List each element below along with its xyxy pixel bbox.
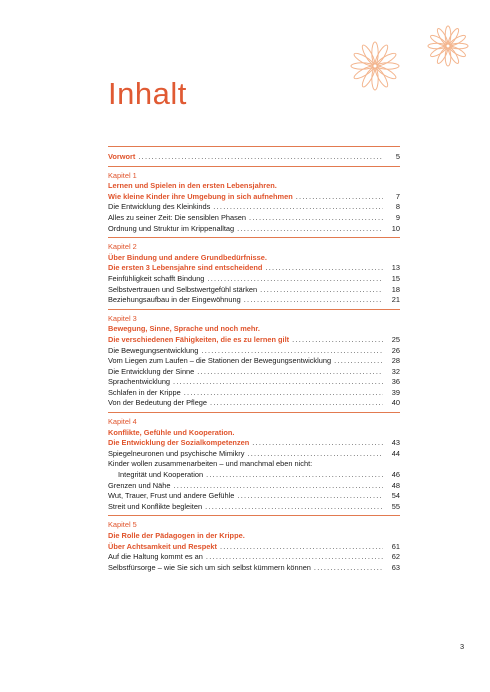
toc-entry-label: Feinfühligkeit schafft Bindung: [108, 273, 205, 283]
toc-entry-page: 39: [391, 387, 400, 397]
toc-entry-label: Die verschiedenen Fähigkeiten, die es zu lernen gilt: [108, 334, 290, 344]
dot-leader: [207, 274, 383, 285]
toc-entry-label: Die Entwicklung der Sinne: [108, 366, 195, 376]
dot-leader: [237, 491, 383, 502]
toc-entry-page: 44: [391, 448, 400, 458]
toc-entry-label: Schlafen in der Krippe: [108, 387, 181, 397]
toc-entry-label: Integrität und Kooperation: [118, 470, 204, 480]
dot-leader: [173, 377, 383, 388]
toc-entry-label: Die ersten 3 Lebensjahre sind entscheidend: [108, 263, 263, 273]
toc-entry-page: 18: [391, 284, 400, 294]
toc-entry[interactable]: [108, 470, 400, 481]
toc-entry-label: Ordnung und Struktur im Krippenalltag: [108, 223, 235, 233]
toc-entry-label: Wie kleine Kinder ihre Umgebung in sich aufnehmen: [108, 191, 293, 201]
toc-entry-label: Von der Bedeutung der Pflege: [108, 398, 208, 408]
toc-entry-label: Spiegelneuronen und psychische Mimikry: [108, 448, 245, 458]
toc-entry[interactable]: [108, 398, 400, 409]
toc-entry[interactable]: [108, 213, 400, 224]
page-number: 3: [460, 642, 465, 651]
chapter-heading: Die Rolle der Pädagogen in der Krippe.: [108, 531, 245, 540]
toc-entry[interactable]: [108, 388, 400, 399]
flower-small-icon: [428, 26, 468, 66]
toc-entry-page: 13: [391, 263, 400, 273]
toc-entry-page: 9: [395, 212, 400, 222]
toc-entry-vorwort[interactable]: [108, 152, 400, 163]
toc-entry-label: Die Entwicklung der Sozialkompetenzen: [108, 438, 250, 448]
toc-entry-label: Sprachentwicklung: [108, 377, 171, 387]
toc-entry[interactable]: [108, 224, 400, 235]
chapter-heading: Über Bindung und andere Grundbedürfnisse.: [108, 252, 267, 262]
chapter-heading: Bewegung, Sinne, Sprache und noch mehr.: [108, 324, 260, 334]
dot-leader: [206, 470, 383, 481]
dot-leader: [197, 367, 383, 378]
divider: [108, 146, 400, 147]
dot-leader: [237, 224, 383, 235]
toc-entry-page: 48: [391, 480, 400, 490]
toc-entry-page: 25: [391, 334, 400, 344]
divider: [108, 412, 400, 413]
toc-entry-page: 63: [391, 562, 400, 572]
toc-entry[interactable]: [108, 563, 400, 574]
flower-decoration: [320, 18, 490, 118]
toc-entry-page: 8: [395, 202, 400, 212]
toc-entry-chapter[interactable]: [108, 542, 400, 553]
chapter-label: Kapitel 1: [108, 170, 137, 180]
toc-entry[interactable]: [108, 377, 400, 388]
toc-entry[interactable]: [108, 295, 400, 306]
dot-leader: [292, 335, 383, 346]
toc-entry-chapter[interactable]: [108, 438, 400, 449]
chapter-heading: Lernen und Spielen in den ersten Lebensjahren.: [108, 181, 277, 191]
dot-leader: [220, 542, 383, 553]
toc-entry[interactable]: [108, 502, 400, 513]
toc-entry[interactable]: [108, 481, 400, 492]
toc-entry[interactable]: [108, 356, 400, 367]
toc-entry-label: Selbstfürsorge – wie Sie sich um sich selbst kümmern können: [108, 562, 311, 572]
dot-leader: [249, 213, 383, 224]
chapter-label: Kapitel 4: [108, 417, 137, 427]
divider: [108, 166, 400, 167]
dot-leader: [334, 356, 383, 367]
dot-leader: [138, 152, 383, 163]
toc-entry-chapter[interactable]: [108, 335, 400, 346]
toc-entry[interactable]: [108, 202, 400, 213]
toc-entry-label: Über Achtsamkeit und Respekt: [108, 541, 217, 551]
dot-leader: [296, 192, 383, 203]
toc-entry-page: 55: [391, 501, 400, 511]
dot-leader: [213, 202, 383, 213]
toc-entry[interactable]: [108, 346, 400, 357]
dot-leader: [260, 285, 383, 296]
chapter-label: Kapitel 2: [108, 242, 137, 252]
toc-entry-page: 62: [391, 552, 400, 562]
chapter-heading: Konflikte, Gefühle und Kooperation.: [108, 427, 235, 437]
toc-entry-label: Die Bewegungsentwicklung: [108, 345, 199, 355]
toc-entry-label: Streit und Konflikte begleiten: [108, 501, 203, 511]
dot-leader: [252, 438, 383, 449]
toc-entry-page: 7: [395, 191, 400, 201]
toc-entry-label: Auf die Haltung kommt es an: [108, 552, 203, 562]
toc-entry-page: 36: [391, 377, 400, 387]
toc-entry-label: Grenzen und Nähe: [108, 480, 171, 490]
toc-entry-page: 46: [391, 470, 400, 480]
toc-entry-page: 28: [391, 356, 400, 366]
dot-leader: [244, 295, 383, 306]
toc-entry-label: Alles zu seiner Zeit: Die sensiblen Phasen: [108, 212, 247, 222]
chapter-label: Kapitel 3: [108, 313, 137, 323]
toc-entry[interactable]: [108, 274, 400, 285]
toc-entry-label: Vorwort: [108, 152, 136, 161]
toc-entry-page: 32: [391, 366, 400, 376]
toc-entry-page: 10: [391, 223, 400, 233]
toc-entry[interactable]: [108, 449, 400, 460]
toc-entry[interactable]: [108, 367, 400, 378]
toc-entry-label: Selbstvertrauen und Selbstwertgefühl stärken: [108, 284, 258, 294]
toc-entry[interactable]: [108, 285, 400, 296]
divider: [108, 237, 400, 238]
toc-entry-label: Vom Liegen zum Laufen – die Stationen der Bewegungsentwicklung: [108, 356, 332, 366]
dot-leader: [205, 502, 383, 513]
dot-leader: [265, 263, 383, 274]
flower-large-icon: [351, 42, 399, 90]
dot-leader: [201, 346, 383, 357]
toc-entry-page: 26: [391, 345, 400, 355]
dot-leader: [206, 552, 383, 563]
toc-entry-page: 61: [391, 541, 400, 551]
toc-entry-page: 40: [391, 398, 400, 408]
dot-leader: [173, 481, 383, 492]
toc-entry-page: 5: [395, 152, 400, 161]
dot-leader: [210, 398, 383, 409]
toc-entry-page: 21: [391, 295, 400, 305]
toc-entry-page: 54: [391, 491, 400, 501]
toc-entry-label: Wut, Trauer, Frust und andere Gefühle: [108, 491, 235, 501]
dot-leader: [184, 388, 383, 399]
divider: [108, 309, 400, 310]
toc-entry-page: 43: [391, 438, 400, 448]
divider: [108, 515, 400, 516]
toc-entry[interactable]: [108, 491, 400, 502]
dot-leader: [314, 563, 383, 574]
toc-entry-label: Beziehungsaufbau in der Eingewöhnung: [108, 295, 241, 305]
toc-entry-label[interactable]: Kinder wollen zusammenarbeiten – und manchmal eben nicht:: [108, 459, 313, 469]
toc-entry[interactable]: [108, 552, 400, 563]
page-title: Inhalt: [108, 76, 187, 111]
toc-entry-chapter[interactable]: [108, 192, 400, 203]
toc-entry-label: Die Entwicklung des Kleinkinds: [108, 202, 211, 212]
toc-entry-chapter[interactable]: [108, 263, 400, 274]
toc-entry-page: 15: [391, 273, 400, 283]
chapter-label: Kapitel 5: [108, 520, 137, 530]
dot-leader: [247, 449, 383, 460]
table-of-contents: [108, 152, 400, 573]
